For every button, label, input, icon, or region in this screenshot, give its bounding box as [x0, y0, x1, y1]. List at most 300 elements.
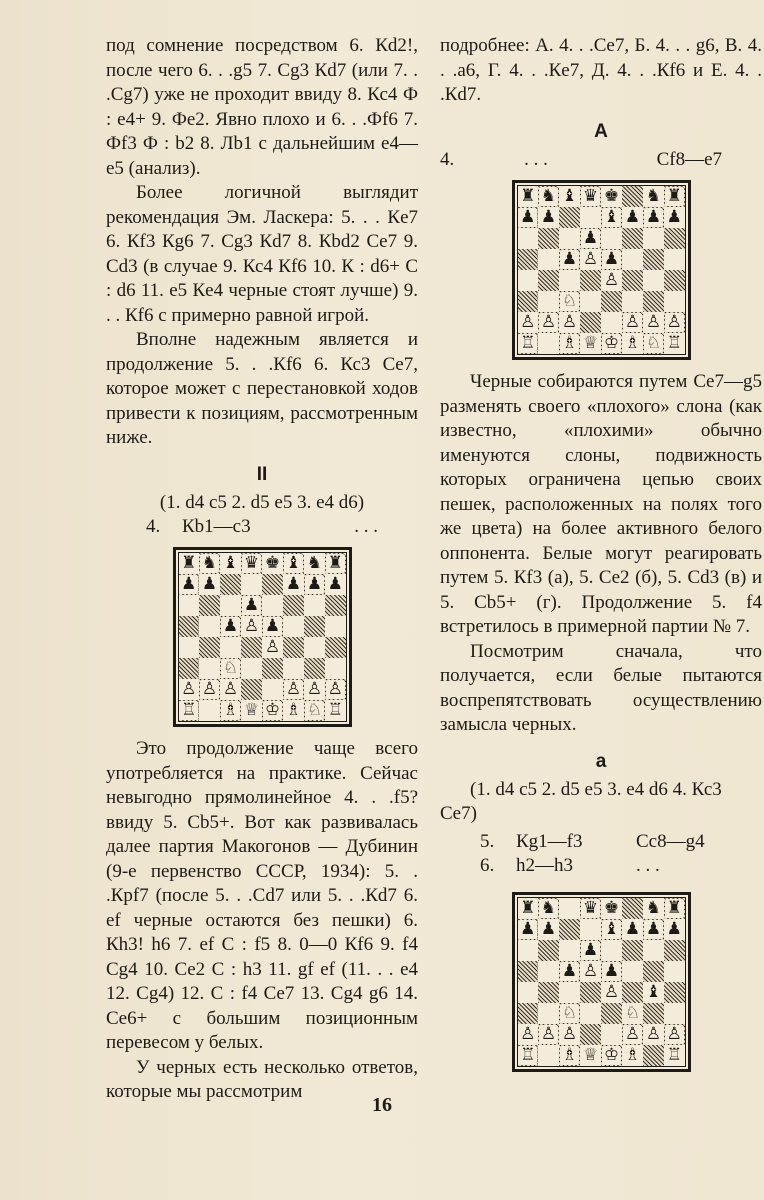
white-pawn-icon: ♙ — [666, 1024, 682, 1044]
board-square — [664, 1003, 685, 1024]
board-square — [199, 679, 220, 700]
board-square — [559, 1003, 580, 1024]
white-move: . . . — [524, 149, 548, 170]
board-square — [601, 982, 622, 1003]
board-square — [325, 595, 346, 616]
board-square — [283, 574, 304, 595]
board-square — [601, 1024, 622, 1045]
board-rank — [517, 1045, 685, 1067]
board-square — [580, 291, 601, 312]
white-pawn-icon: ♙ — [222, 679, 239, 699]
board-square — [643, 291, 664, 312]
board-square — [517, 940, 538, 961]
board-rank — [517, 249, 685, 270]
black-pawn-icon: ♟ — [603, 961, 620, 981]
white-pawn-icon: ♙ — [201, 679, 218, 699]
board-square — [643, 982, 664, 1003]
board-square — [580, 207, 601, 228]
board-square — [220, 574, 241, 595]
board-square — [622, 228, 643, 249]
board-square — [304, 616, 325, 637]
white-rook-icon: ♖ — [520, 1045, 536, 1065]
board-square — [643, 249, 664, 270]
board-square — [622, 312, 643, 333]
board-square — [664, 1024, 685, 1045]
board-square — [262, 637, 283, 658]
board-square — [538, 1003, 559, 1024]
board-square — [199, 574, 220, 595]
move-number: 5. — [480, 831, 495, 852]
black-bishop-icon: ♝ — [561, 186, 578, 206]
board-square — [517, 228, 538, 249]
board-rank — [517, 1024, 685, 1045]
board-square — [325, 658, 346, 679]
black-pawn-icon: ♟ — [624, 207, 641, 227]
board-square — [199, 595, 220, 616]
right-column — [440, 34, 762, 1082]
black-pawn-icon: ♟ — [624, 919, 641, 939]
board-square — [220, 700, 241, 722]
white-pawn-icon: ♙ — [264, 637, 281, 657]
board-square — [517, 249, 538, 270]
board-square — [220, 679, 241, 700]
black-king-icon: ♚ — [603, 186, 620, 206]
board-square — [559, 249, 580, 270]
board-square — [559, 982, 580, 1003]
left-paragraph-1: под сомнение посредством 6. Кd2!, после чего 6. . .g5 7. Cg3 Кd7 (или 7. . .Cg7) уже не проходит ввиду 8. Кс4 Ф : e4+ 9. Фe2. Явно плохо и 6. . .Фf6 7. Фf3 Ф : b2 8. Лb1 с дальнейшим e4—e5 (анализ). — [106, 35, 418, 179]
board-square — [325, 700, 346, 722]
white-king-icon: ♔ — [603, 1045, 620, 1065]
board-square — [580, 1045, 601, 1067]
board-square — [178, 574, 199, 595]
page-number: 16 — [372, 1094, 392, 1116]
black-knight-icon: ♞ — [540, 186, 557, 206]
white-bishop-icon: ♗ — [624, 333, 641, 353]
board-square — [538, 961, 559, 982]
black-rook-icon: ♜ — [666, 186, 682, 206]
white-bishop-icon: ♗ — [561, 333, 578, 353]
board-square — [241, 616, 262, 637]
white-pawn-icon: ♙ — [603, 982, 620, 1002]
section-a-move-row-5 — [440, 830, 762, 854]
white-pawn-icon: ♙ — [540, 312, 557, 332]
black-queen-icon: ♛ — [582, 898, 599, 918]
white-pawn-icon: ♙ — [582, 249, 599, 269]
right-paragraph-2: Черные собираются путем Ce7—g5 разменять своего «плохого» слона (как известно, «плохими» обычно именуются слоны, подвижность которых ограничена цепью своих пешек, расположенных на полях того же цвета) на более активного белого оппонента. Белые могут реагировать путем 5. Кf3 (а), 5. Ce2 (б), 5. Cd3 (в) и 5. Cb5+ (г). Продолжение 5. f4 встретилось в примерной партии № 7. — [440, 371, 762, 637]
board-square — [304, 679, 325, 700]
black-move: Cf8—e7 — [656, 149, 722, 170]
board-square — [283, 595, 304, 616]
board-square — [664, 186, 685, 208]
board-square — [178, 658, 199, 679]
move-number: 4. — [440, 149, 455, 170]
board-rank — [517, 982, 685, 1003]
board-square — [580, 1003, 601, 1024]
black-move: . . . — [354, 516, 378, 537]
black-king-icon: ♚ — [264, 553, 281, 573]
board-rank — [178, 679, 346, 700]
board-square — [622, 249, 643, 270]
board-square — [178, 679, 199, 700]
board-square — [199, 637, 220, 658]
board-square — [538, 312, 559, 333]
black-knight-icon: ♞ — [306, 553, 323, 573]
white-queen-icon: ♕ — [582, 1045, 599, 1065]
board-square — [664, 982, 685, 1003]
chess-diagram-A — [440, 180, 762, 360]
white-pawn-icon: ♙ — [243, 616, 260, 636]
white-pawn-icon: ♙ — [561, 1024, 578, 1044]
board-square — [580, 249, 601, 270]
board-rank — [178, 616, 346, 637]
black-pawn-icon: ♟ — [603, 249, 620, 269]
board-square — [622, 186, 643, 208]
board-square — [643, 186, 664, 208]
board-square — [601, 186, 622, 208]
white-knight-icon: ♘ — [306, 700, 323, 720]
black-pawn-icon: ♟ — [306, 574, 323, 594]
black-pawn-icon: ♟ — [540, 207, 557, 227]
chess-board — [512, 180, 691, 360]
board-square — [559, 333, 580, 355]
black-rook-icon: ♜ — [666, 898, 682, 918]
board-square — [664, 919, 685, 940]
board-square — [199, 700, 220, 722]
white-rook-icon: ♖ — [666, 333, 682, 353]
board-square — [538, 982, 559, 1003]
board-square — [241, 595, 262, 616]
black-bishop-icon: ♝ — [222, 553, 239, 573]
black-queen-icon: ♛ — [582, 186, 599, 206]
board-rank — [517, 228, 685, 249]
white-pawn-icon: ♙ — [603, 270, 620, 290]
board-rank — [178, 700, 346, 722]
black-pawn-icon: ♟ — [285, 574, 302, 594]
board-square — [262, 574, 283, 595]
board-rank — [178, 658, 346, 679]
white-queen-icon: ♕ — [243, 700, 260, 720]
board-square — [601, 961, 622, 982]
section-a-move-row-6 — [440, 854, 762, 878]
white-knight-icon: ♘ — [222, 658, 239, 678]
white-knight-icon: ♘ — [624, 1003, 641, 1023]
board-square — [664, 270, 685, 291]
black-pawn-icon: ♟ — [264, 616, 281, 636]
board-square — [664, 291, 685, 312]
board-rank — [517, 312, 685, 333]
board-square — [643, 1045, 664, 1067]
board-square — [262, 616, 283, 637]
board-square — [559, 1024, 580, 1045]
white-pawn-icon: ♙ — [520, 1024, 536, 1044]
section-heading-A: А — [594, 120, 608, 142]
board-square — [559, 207, 580, 228]
board-square — [622, 898, 643, 920]
board-square — [517, 312, 538, 333]
board-square — [601, 940, 622, 961]
board-square — [601, 312, 622, 333]
black-rook-icon: ♜ — [181, 553, 197, 573]
board-square — [517, 333, 538, 355]
white-king-icon: ♔ — [264, 700, 281, 720]
board-square — [538, 1024, 559, 1045]
board-square — [241, 637, 262, 658]
board-square — [643, 898, 664, 920]
white-pawn-icon: ♙ — [624, 312, 641, 332]
left-column — [106, 34, 418, 1105]
board-square — [220, 637, 241, 658]
board-square — [601, 270, 622, 291]
board-square — [601, 333, 622, 355]
chess-diagram-a — [440, 892, 762, 1072]
black-bishop-icon: ♝ — [285, 553, 302, 573]
board-square — [601, 207, 622, 228]
board-square — [538, 291, 559, 312]
white-pawn-icon: ♙ — [327, 679, 343, 699]
board-square — [643, 333, 664, 355]
white-pawn-icon: ♙ — [520, 312, 536, 332]
black-knight-icon: ♞ — [645, 898, 662, 918]
board-square — [517, 898, 538, 920]
board-rank — [517, 1003, 685, 1024]
board-square — [538, 940, 559, 961]
board-rank — [517, 940, 685, 961]
board-square — [559, 940, 580, 961]
board-square — [643, 1024, 664, 1045]
board-square — [622, 1003, 643, 1024]
white-queen-icon: ♕ — [582, 333, 599, 353]
board-rank — [178, 637, 346, 658]
black-move: . . . — [636, 855, 660, 876]
board-square — [517, 919, 538, 940]
board-square — [325, 637, 346, 658]
move-number: 4. — [146, 516, 161, 537]
board-square — [622, 270, 643, 291]
board-square — [601, 228, 622, 249]
board-square — [664, 940, 685, 961]
black-pawn-icon: ♟ — [582, 228, 599, 248]
white-move: Кb1—c3 — [182, 516, 251, 537]
board-square — [538, 228, 559, 249]
board-square — [283, 616, 304, 637]
section-heading-a: а — [595, 750, 607, 772]
white-pawn-icon: ♙ — [540, 1024, 557, 1044]
left-paragraph-5: У черных есть несколько ответов, которые мы рассмотрим — [106, 1056, 418, 1102]
board-square — [517, 1024, 538, 1045]
move-number: 6. — [480, 855, 495, 876]
white-pawn-icon: ♙ — [645, 1024, 662, 1044]
board-square — [643, 919, 664, 940]
white-rook-icon: ♖ — [181, 700, 197, 720]
white-pawn-icon: ♙ — [666, 312, 682, 332]
white-bishop-icon: ♗ — [285, 700, 302, 720]
board-square — [517, 186, 538, 208]
board-square — [178, 637, 199, 658]
black-pawn-icon: ♟ — [181, 574, 197, 594]
board-square — [304, 637, 325, 658]
board-square — [178, 616, 199, 637]
board-square — [643, 312, 664, 333]
board-square — [283, 679, 304, 700]
white-rook-icon: ♖ — [520, 333, 536, 353]
white-king-icon: ♔ — [603, 333, 620, 353]
board-square — [241, 574, 262, 595]
board-square — [517, 270, 538, 291]
board-rank — [517, 333, 685, 355]
board-square — [664, 312, 685, 333]
white-pawn-icon: ♙ — [645, 312, 662, 332]
left-paragraph-2: Более логичной выглядит рекомендация Эм. Ласкера: 5. . . Кe7 6. Кf3 Кg6 7. Cg3 Кd7 8. Кbd2 Ce7 9. Cd3 (в случае 9. Кс4 Кf6 10. К : d6+ C : d6 11. e5 Кe4 черные стоят лучше) 9. . . Кf6 с примерно равной игрой. — [106, 182, 418, 326]
board-square — [325, 616, 346, 637]
black-bishop-icon: ♝ — [645, 982, 662, 1002]
board-square — [559, 898, 580, 920]
black-pawn-icon: ♟ — [520, 207, 536, 227]
board-square — [580, 919, 601, 940]
board-square — [178, 553, 199, 575]
board-square — [622, 940, 643, 961]
black-knight-icon: ♞ — [201, 553, 218, 573]
board-square — [517, 1045, 538, 1067]
board-square — [538, 270, 559, 291]
board-square — [220, 595, 241, 616]
board-square — [304, 574, 325, 595]
board-square — [199, 658, 220, 679]
section-II-move-row — [106, 515, 418, 539]
black-pawn-icon: ♟ — [645, 207, 662, 227]
board-square — [622, 1045, 643, 1067]
board-square — [601, 898, 622, 920]
board-square — [517, 961, 538, 982]
board-square — [559, 1045, 580, 1067]
board-grid — [517, 897, 686, 1067]
board-rank — [517, 207, 685, 228]
board-square — [220, 658, 241, 679]
board-square — [601, 249, 622, 270]
white-knight-icon: ♘ — [561, 291, 578, 311]
board-square — [601, 1003, 622, 1024]
board-square — [580, 228, 601, 249]
board-square — [559, 291, 580, 312]
black-knight-icon: ♞ — [540, 898, 557, 918]
black-pawn-icon: ♟ — [201, 574, 218, 594]
board-square — [664, 228, 685, 249]
black-king-icon: ♚ — [603, 898, 620, 918]
board-square — [622, 333, 643, 355]
chess-board — [512, 892, 691, 1072]
white-bishop-icon: ♗ — [624, 1045, 641, 1065]
board-square — [601, 1045, 622, 1067]
black-pawn-icon: ♟ — [666, 919, 682, 939]
board-square — [304, 700, 325, 722]
board-grid — [517, 185, 686, 355]
black-pawn-icon: ♟ — [561, 249, 578, 269]
board-square — [517, 1003, 538, 1024]
board-square — [517, 207, 538, 228]
white-pawn-icon: ♙ — [561, 312, 578, 332]
board-square — [283, 637, 304, 658]
right-paragraph-3: Посмотрим сначала, что получается, если белые пытаются воспрепятствовать осуществлению замысла черных. — [440, 640, 762, 735]
board-square — [622, 207, 643, 228]
black-pawn-icon: ♟ — [222, 616, 239, 636]
board-square — [325, 679, 346, 700]
board-square — [538, 186, 559, 208]
board-square — [304, 595, 325, 616]
left-paragraph-3: Вполне надежным является и продолжение 5. . .Кf6 6. Кс3 Ce7, которое может с перестановкой ходов привести к позициям, рассмотренным ниже. — [106, 329, 418, 448]
section-heading-II: II — [256, 463, 268, 485]
board-square — [304, 658, 325, 679]
board-rank — [517, 961, 685, 982]
white-pawn-icon: ♙ — [582, 961, 599, 981]
board-square — [664, 961, 685, 982]
board-square — [220, 553, 241, 575]
board-square — [601, 291, 622, 312]
board-square — [304, 553, 325, 575]
board-square — [538, 207, 559, 228]
board-square — [601, 919, 622, 940]
board-square — [559, 919, 580, 940]
board-square — [559, 312, 580, 333]
board-square — [664, 898, 685, 920]
board-square — [241, 700, 262, 722]
white-move: Кg1—f3 — [516, 831, 583, 852]
board-square — [262, 553, 283, 575]
right-paragraph-1: подробнее: А. 4. . .Ce7, Б. 4. . . g6, В. 4. . .a6, Г. 4. . .Кe7, Д. 4. . .Кf6 и Е. 4. . .Кd7. — [440, 35, 762, 105]
board-square — [538, 919, 559, 940]
black-pawn-icon: ♟ — [645, 919, 662, 939]
black-pawn-icon: ♟ — [243, 595, 260, 615]
white-pawn-icon: ♙ — [306, 679, 323, 699]
board-square — [622, 982, 643, 1003]
board-square — [643, 940, 664, 961]
white-pawn-icon: ♙ — [285, 679, 302, 699]
white-move: h2—h3 — [516, 855, 573, 876]
left-paragraph-4: Это продолжение чаще всего употребляется на практике. Сейчас невыгодно прямолинейное 4. . .f5? ввиду 5. Cb5+. Вот как развивалась далее партия Макогонов — Дубинин (9-е первенство СССР, 1934): 5. . .Кpf7 (после 5. . .Cd7 или 5. . .Кd7 6. ef черные остаются без пешки) 6. Кh3! h6 7. ef C : f5 8. 0—0 Кf6 9. f4 Cg4 10. Ce2 C : h3 11. gf ef (11. . . e4 12. Cg4) 12. C : f4 Ce7 13. Cg4 g6 14. Ce6+ с большим позиционным перевесом у белых. — [106, 738, 418, 1053]
board-rank — [178, 553, 346, 575]
white-rook-icon: ♖ — [327, 700, 343, 720]
board-square — [262, 658, 283, 679]
board-square — [580, 333, 601, 355]
section-II-opening-line: (1. d4 c5 2. d5 e5 3. e4 d6) — [159, 492, 365, 513]
board-square — [580, 312, 601, 333]
black-rook-icon: ♜ — [520, 186, 536, 206]
board-square — [283, 700, 304, 722]
board-square — [622, 961, 643, 982]
board-rank — [517, 898, 685, 920]
board-square — [559, 270, 580, 291]
board-rank — [517, 291, 685, 312]
board-square — [580, 186, 601, 208]
board-square — [325, 574, 346, 595]
board-square — [283, 658, 304, 679]
board-square — [538, 898, 559, 920]
board-square — [664, 207, 685, 228]
white-bishop-icon: ♗ — [222, 700, 239, 720]
board-rank — [178, 595, 346, 616]
black-rook-icon: ♜ — [327, 553, 343, 573]
board-square — [643, 270, 664, 291]
board-square — [262, 595, 283, 616]
board-square — [580, 940, 601, 961]
board-square — [580, 961, 601, 982]
board-square — [517, 291, 538, 312]
board-square — [517, 982, 538, 1003]
board-square — [559, 961, 580, 982]
board-square — [643, 961, 664, 982]
white-knight-icon: ♘ — [561, 1003, 578, 1023]
board-square — [559, 186, 580, 208]
black-move: Cc8—g4 — [636, 831, 705, 852]
board-square — [580, 982, 601, 1003]
